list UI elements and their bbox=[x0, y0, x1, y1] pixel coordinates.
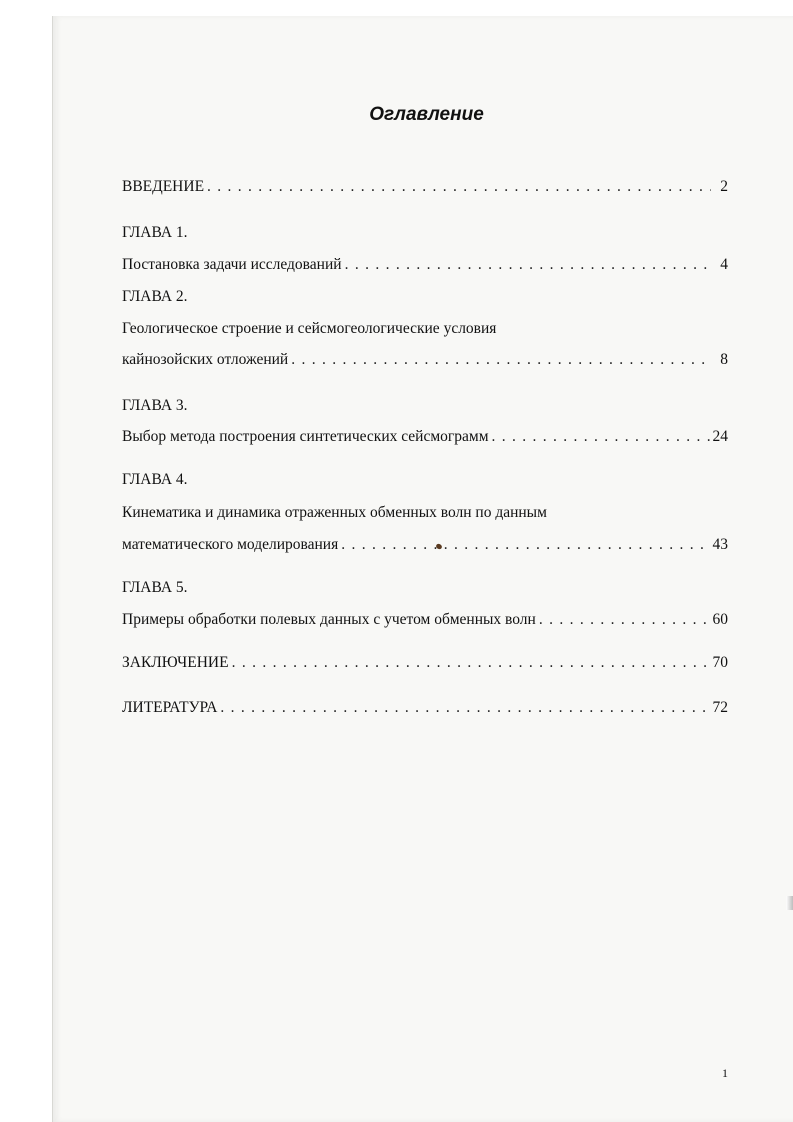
toc-page-number: 8 bbox=[720, 351, 728, 368]
chapter-4-heading: ГЛАВА 4. bbox=[122, 471, 188, 488]
toc-label-chapter-4-line1: Кинематика и динамика отраженных обменных волн по данным bbox=[122, 504, 547, 521]
toc-label: кайнозойских отложений bbox=[122, 351, 289, 368]
toc-label: Выбор метода построения синтетических сейсмограмм bbox=[122, 428, 489, 445]
chapter-1-heading: ГЛАВА 1. bbox=[122, 224, 188, 241]
page-title: Оглавление bbox=[369, 104, 484, 125]
toc-page-number: 2 bbox=[720, 178, 728, 195]
toc-label: Постановка задачи исследований bbox=[122, 256, 342, 273]
toc-entry-literature[interactable] bbox=[122, 698, 728, 718]
page-number: 1 bbox=[722, 1066, 728, 1080]
toc-entry-intro[interactable] bbox=[122, 177, 728, 197]
toc-label: ВВЕДЕНИЕ bbox=[122, 178, 205, 195]
toc-entry-chapter-4[interactable] bbox=[122, 535, 728, 555]
toc-entry-chapter-1[interactable] bbox=[122, 255, 728, 275]
dot-leader bbox=[232, 653, 710, 673]
toc-entry-chapter-5[interactable] bbox=[122, 610, 728, 630]
toc-label: Примеры обработки полевых данных с учетом обменных волн bbox=[122, 611, 536, 628]
toc-page-number: 70 bbox=[712, 654, 728, 671]
toc-page-number: 24 bbox=[712, 428, 728, 445]
toc-page-number: 72 bbox=[712, 699, 728, 716]
toc-entry-chapter-3[interactable] bbox=[122, 427, 728, 447]
toc-entry-chapter-2[interactable] bbox=[122, 350, 728, 370]
toc-entry-conclusion[interactable] bbox=[122, 653, 728, 673]
dot-leader bbox=[341, 535, 709, 555]
dot-leader bbox=[207, 177, 711, 197]
scan-edge-mark bbox=[786, 896, 793, 910]
dot-leader bbox=[291, 350, 711, 370]
dot-leader bbox=[345, 255, 711, 275]
toc-label: математического моделирования bbox=[122, 536, 339, 553]
chapter-5-heading: ГЛАВА 5. bbox=[122, 579, 188, 596]
toc-page-number: 43 bbox=[712, 536, 728, 553]
dot-leader bbox=[539, 610, 710, 630]
toc-label-chapter-2-line1: Геологическое строение и сейсмогеологические условия bbox=[122, 320, 497, 337]
dot-leader bbox=[220, 698, 709, 718]
toc-page-number: 4 bbox=[720, 256, 728, 273]
toc-page-number: 60 bbox=[712, 611, 728, 628]
chapter-3-heading: ГЛАВА 3. bbox=[122, 397, 188, 414]
toc-label: ЗАКЛЮЧЕНИЕ bbox=[122, 654, 229, 671]
toc-label: ЛИТЕРАТУРА bbox=[122, 699, 218, 716]
dot-leader bbox=[492, 427, 710, 447]
chapter-2-heading: ГЛАВА 2. bbox=[122, 288, 188, 305]
